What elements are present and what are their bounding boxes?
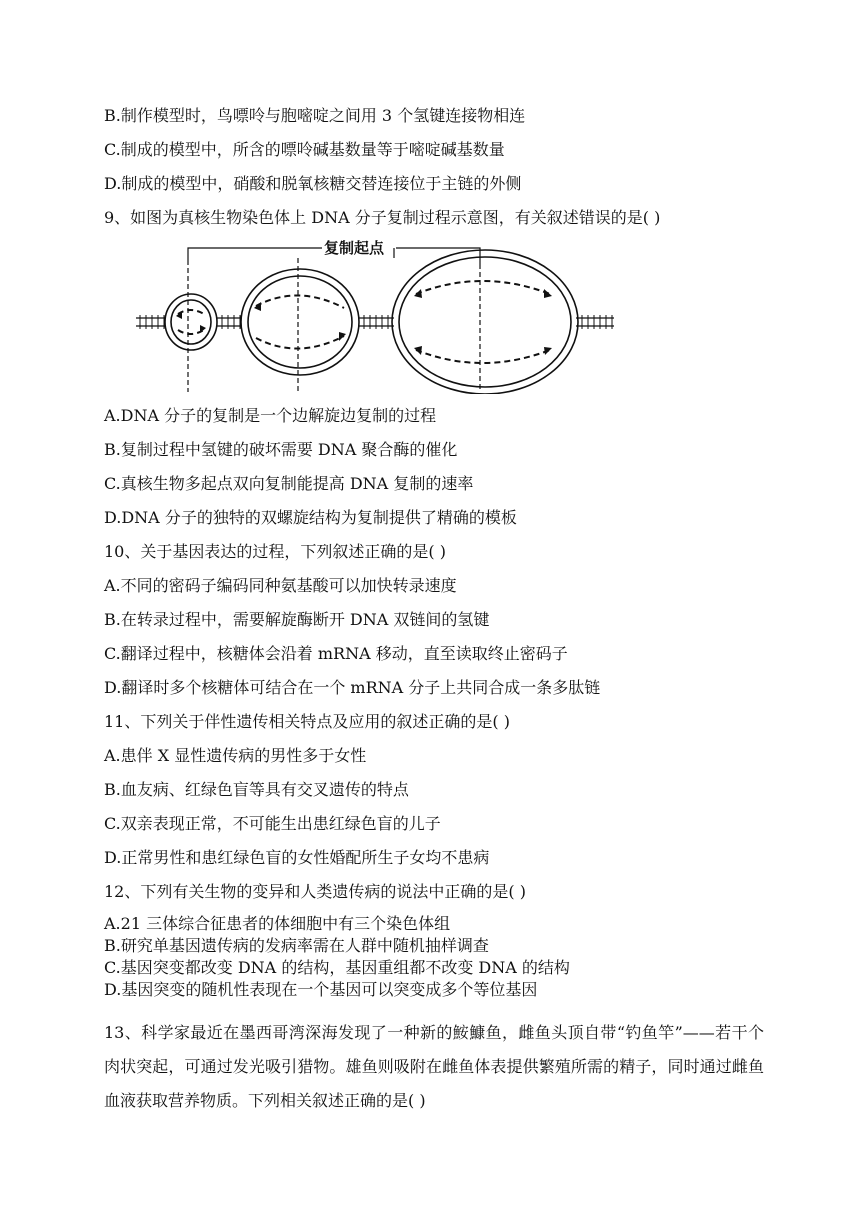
- q11-option-b: B.血友病、红绿色盲等具有交叉遗传的特点: [104, 780, 409, 799]
- q11-option-a: A.患伴 X 显性遗传病的男性多于女性: [104, 746, 367, 765]
- figure-label: 复制起点: [324, 239, 385, 257]
- q13-stem: 13、科学家最近在墨西哥湾深海发现了一种新的鮟鱇鱼，雌鱼头顶自带“钓鱼竿”——若干个肉状突起，可通过发光吸引猎物。雄鱼则吸附在雌鱼体表提供繁殖所需的精子，同时通过雌鱼血液获取营养物质。下列相关叙述正确的是( ): [104, 1023, 764, 1110]
- q9-option-a: A.DNA 分子的复制是一个边解旋边复制的过程: [104, 406, 437, 425]
- q9-option-c: C.真核生物多起点双向复制能提高 DNA 复制的速率: [104, 474, 474, 493]
- q12-option-b: B.研究单基因遗传病的发病率需在人群中随机抽样调查: [104, 936, 489, 955]
- q9-option-d: D.DNA 分子的独特的双螺旋结构为复制提供了精确的模板: [104, 508, 517, 527]
- q12-option-d: D.基因突变的随机性表现在一个基因可以突变成多个等位基因: [104, 980, 538, 999]
- q10-option-b: B.在转录过程中，需要解旋酶断开 DNA 双链间的氢键: [104, 610, 490, 629]
- q12-option-c: C.基因突变都改变 DNA 的结构，基因重组都不改变 DNA 的结构: [104, 958, 570, 977]
- q10-option-d: D.翻译时多个核糖体可结合在一个 mRNA 分子上共同合成一条多肽链: [104, 678, 601, 697]
- q8-option-c: C.制成的模型中，所含的嘌呤碱基数量等于嘧啶碱基数量: [104, 140, 505, 159]
- q12-stem: 12、下列有关生物的变异和人类遗传病的说法中正确的是( ): [104, 882, 526, 901]
- q10-option-c: C.翻译过程中，核糖体会沿着 mRNA 移动，直至读取终止密码子: [104, 644, 568, 663]
- q9-stem: 9、如图为真核生物染色体上 DNA 分子复制过程示意图，有关叙述错误的是( ): [104, 208, 661, 227]
- q8-option-b: B.制作模型时，鸟嘌呤与胞嘧啶之间用 3 个氢键连接物相连: [104, 106, 526, 125]
- q10-option-a: A.不同的密码子编码同种氨基酸可以加快转录速度: [104, 576, 457, 595]
- q11-option-d: D.正常男性和患红绿色盲的女性婚配所生子女均不患病: [104, 848, 490, 867]
- q11-option-c: C.双亲表现正常，不可能生出患红绿色盲的儿子: [104, 814, 441, 833]
- q12-option-a: A.21 三体综合征患者的体细胞中有三个染色体组: [104, 914, 451, 933]
- dna-replication-diagram: [130, 236, 620, 394]
- q10-stem: 10、关于基因表达的过程，下列叙述正确的是( ): [104, 542, 446, 561]
- q8-option-d: D.制成的模型中，硝酸和脱氧核糖交替连接位于主链的外侧: [104, 174, 522, 193]
- q9-option-b: B.复制过程中氢键的破坏需要 DNA 聚合酶的催化: [104, 440, 458, 459]
- q11-stem: 11、下列关于伴性遗传相关特点及应用的叙述正确的是( ): [104, 712, 510, 731]
